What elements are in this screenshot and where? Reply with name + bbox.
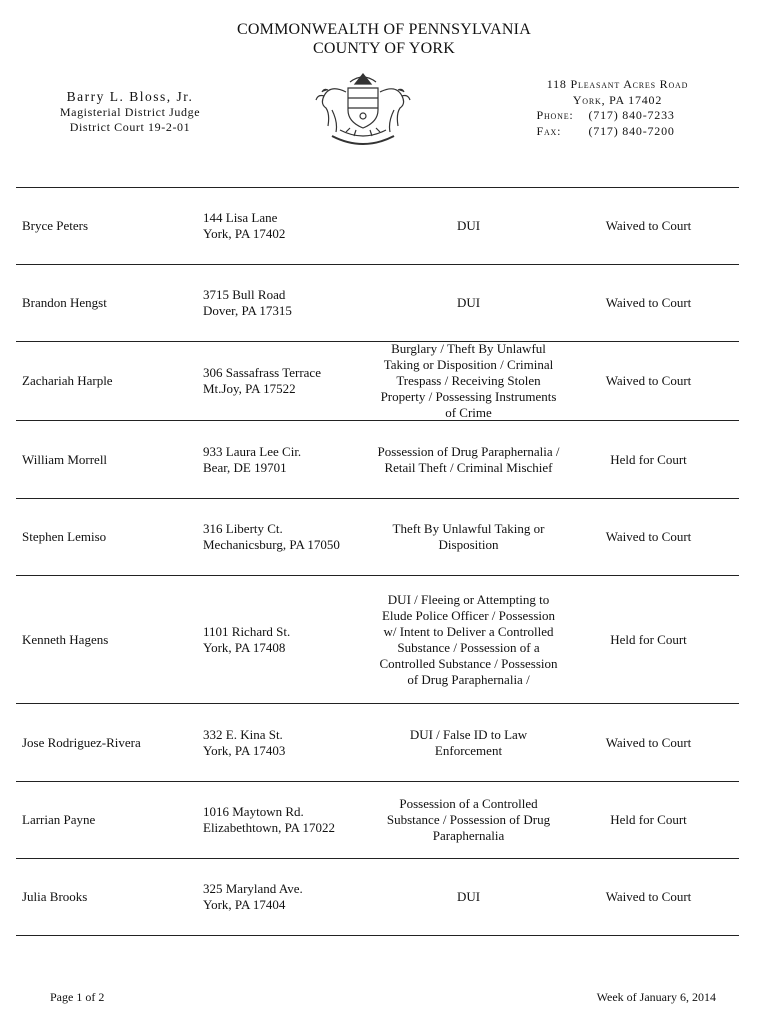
defendant-name: Brandon Hengst (22, 295, 107, 310)
judge-title: Magisterial District Judge (59, 105, 201, 119)
defendant-address (203, 265, 383, 341)
charges: Possession of Drug Paraphernalia / Retail Theft / Criminal Mischief (377, 443, 560, 475)
court-number: District Court 19-2-01 (69, 120, 191, 134)
address-line1: 306 Sassafrass Terrace (203, 365, 321, 380)
office-fax-row (520, 124, 715, 140)
page-number: Page 1 of 2 (50, 990, 105, 1004)
table-row (16, 499, 739, 576)
defendant-name: Jose Rodriguez-Rivera (22, 734, 141, 750)
charges: DUI / False ID to Law Enforcement (409, 726, 528, 758)
address-line2: Dover, PA 17315 (203, 303, 292, 318)
defendant-address (203, 576, 383, 703)
charges: Theft By Unlawful Taking or Disposition (392, 521, 545, 552)
charges: DUI (456, 218, 481, 233)
defendant-name: Stephen Lemiso (22, 529, 107, 544)
table-row (16, 859, 739, 936)
phone-number: (717) 840-7233 (588, 108, 675, 122)
judge-name: Barry L. Bloss, Jr. (66, 89, 194, 104)
case-status: Held for Court (610, 631, 687, 647)
defendant-name: Kenneth Hagens (22, 631, 109, 647)
office-street: 118 Pleasant Acres Road (546, 77, 689, 91)
address-line2: Mechanicsburg, PA 17050 (203, 537, 340, 552)
defendant-name: William Morrell (22, 451, 108, 467)
address-line2: Bear, DE 19701 (203, 459, 287, 475)
charges: DUI / Fleeing or Attempting to Elude Police Officer / Possession w/ Intent to Deliver a Controlled Substance / Possession of a Controlled Substance / Possession of Drug Paraphernalia / (379, 591, 558, 687)
case-status: Held for Court (610, 812, 687, 827)
case-status: Waived to Court (605, 218, 692, 233)
defendant-address (203, 782, 383, 858)
defendant-address (203, 859, 383, 935)
charges: Possession of a Controlled Substance / Possession of Drug Paraphernalia (386, 796, 551, 843)
address-line1: 3715 Bull Road (203, 287, 286, 302)
address-line2: Elizabethtown, PA 17022 (203, 820, 336, 835)
fax-label: Fax: (536, 123, 562, 138)
defendant-address (203, 188, 383, 264)
case-table (16, 187, 739, 936)
judge-block (30, 88, 230, 135)
address-line2: Mt.Joy, PA 17522 (203, 381, 296, 396)
case-status: Waived to Court (605, 373, 692, 388)
address-line1: 332 E. Kina St. (203, 726, 283, 742)
fax-number: (717) 840-7200 (588, 123, 675, 138)
table-row (16, 421, 739, 499)
address-line2: York, PA 17404 (203, 897, 286, 912)
table-row (16, 188, 739, 265)
address-line1: 325 Maryland Ave. (203, 881, 303, 896)
address-line1: 144 Lisa Lane (203, 210, 278, 225)
table-row (16, 342, 739, 421)
header-commonwealth: COMMONWEALTH OF PENNSYLVANIA (237, 21, 531, 38)
defendant-address (203, 704, 383, 781)
table-row (16, 265, 739, 342)
address-line2: York, PA 17403 (203, 742, 286, 758)
header-county: COUNTY OF YORK (312, 40, 456, 57)
defendant-address (203, 421, 383, 498)
address-line1: 933 Laura Lee Cir. (203, 443, 302, 459)
address-line1: 1016 Maytown Rd. (203, 804, 304, 819)
table-row (16, 576, 739, 704)
charges: DUI (456, 295, 481, 310)
defendant-name: Julia Brooks (22, 889, 88, 904)
case-status: Waived to Court (605, 734, 692, 750)
defendant-name: Zachariah Harple (22, 373, 113, 388)
case-status: Waived to Court (605, 889, 692, 904)
charges: Burglary / Theft By Unlawful Taking or Disposition / Criminal Trespass / Receiving Stolen Property / Possessing Instruments of Crime (380, 341, 557, 420)
table-row (16, 704, 739, 782)
document-header (0, 20, 768, 58)
office-phone-row (520, 108, 715, 124)
charges: DUI (456, 889, 481, 904)
case-status: Waived to Court (605, 295, 692, 310)
defendant-address (203, 342, 383, 420)
address-line2: York, PA 17408 (203, 639, 286, 655)
week-of-date: Week of January 6, 2014 (596, 990, 716, 1004)
office-address-block (520, 77, 715, 139)
address-line2: York, PA 17402 (203, 226, 286, 241)
defendant-address (203, 499, 383, 575)
case-status: Waived to Court (605, 529, 692, 544)
table-row (16, 782, 739, 859)
address-line1: 316 Liberty Ct. (203, 521, 283, 536)
defendant-name: Larrian Payne (22, 812, 96, 827)
address-line1: 1101 Richard St. (203, 623, 291, 639)
defendant-name: Bryce Peters (22, 218, 89, 233)
pennsylvania-seal-icon (310, 70, 416, 152)
case-status: Held for Court (610, 451, 687, 467)
office-city: York, PA 17402 (572, 92, 663, 107)
phone-label: Phone: (536, 108, 574, 122)
